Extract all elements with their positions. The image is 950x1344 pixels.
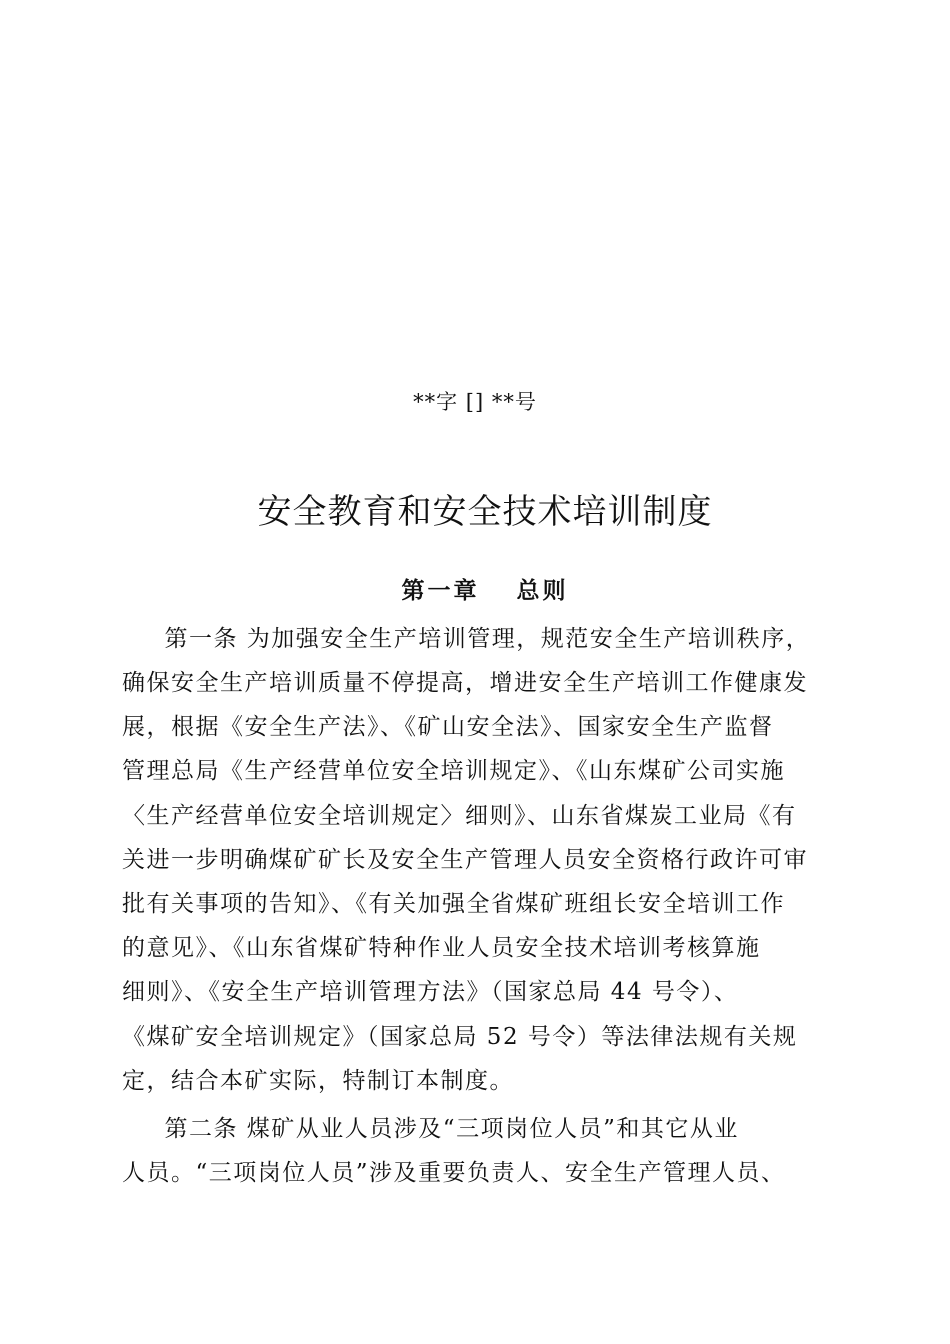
body-text-line: 《煤矿安全培训规定》（国家总局 52 号令）等法律法规有关规 [122, 1024, 798, 1050]
body-text-line: 管理总局《生产经营单位安全培训规定》、《山东煤矿公司实施 [122, 758, 785, 784]
body-text-line: 〈生产经营单位安全培训规定〉细则》、山东省煤炭工业局《有 [122, 803, 797, 829]
body-text-line: 定，结合本矿实际，特制订本制度。 [122, 1068, 514, 1094]
body-text-line: 批有关事项的告知》、《有关加强全省煤矿班组长安全培训工作 [122, 891, 785, 917]
chapter-heading: 第一章 总则 [401, 577, 569, 604]
document-number: **字 [] **号 [413, 390, 537, 414]
document-title: 安全教育和安全技术培训制度 [257, 492, 713, 532]
body-text-line: 细则》、《安全生产培训管理方法》（国家总局 44 号令）、 [122, 979, 739, 1005]
body-text-line: 确保安全生产培训质量不停提高，增进安全生产培训工作健康发 [122, 670, 808, 696]
body-text-line: 关进一步明确煤矿矿长及安全生产管理人员安全资格行政许可审 [122, 847, 808, 873]
body-text-line: 第二条 煤矿从业人员涉及“三项岗位人员”和其它从业 [140, 1116, 739, 1142]
body-text-line: 展，根据《安全生产法》、《矿山安全法》、国家安全生产监督 [122, 714, 774, 740]
body-text-line: 人员。“三项岗位人员”涉及重要负责人、安全生产管理人员、 [122, 1160, 786, 1186]
body-text-line: 第一条 为加强安全生产培训管理，规范安全生产培训秩序， [140, 626, 811, 652]
body-text-line: 的意见》、《山东省煤矿特种作业人员安全技术培训考核算施 [122, 935, 761, 961]
